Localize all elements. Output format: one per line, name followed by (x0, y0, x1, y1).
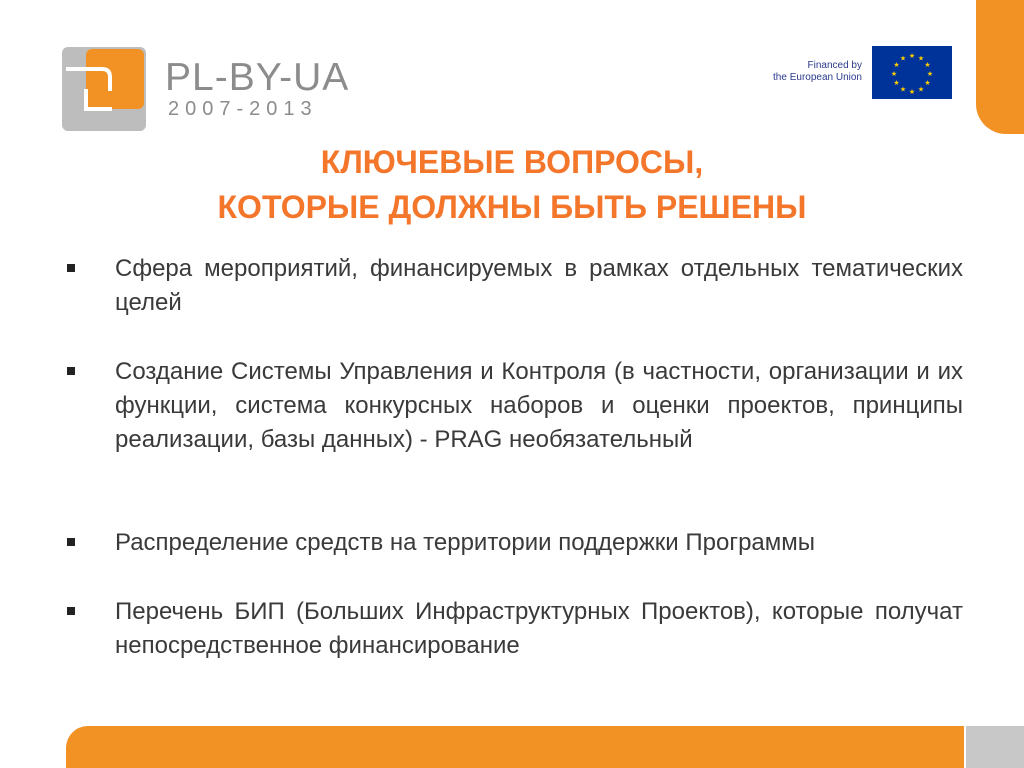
svg-text:★: ★ (899, 85, 907, 94)
logo-icon (62, 47, 146, 131)
bullet-item-4: Перечень БИП (Больших Инфраструктурных Проектов), которые получат непосредственное финансирование (115, 598, 963, 659)
corner-decoration (976, 0, 1024, 134)
eu-funding-line1: Financed by (807, 60, 862, 71)
logo-years: 2007-2013 (168, 98, 318, 120)
svg-text:★: ★ (890, 70, 898, 78)
bottom-corner-decoration (966, 726, 1024, 768)
svg-text:★: ★ (926, 70, 934, 78)
svg-text:★: ★ (893, 79, 900, 87)
slide-title-line-2: КОТОРЫЕ ДОЛЖНЫ БЫТЬ РЕШЕНЫ (217, 189, 807, 225)
bullet-item-3: Распределение средств на территории поддержки Программы (115, 529, 816, 556)
bullet-marker-3 (67, 538, 75, 546)
svg-text:★: ★ (908, 88, 916, 96)
bullet-marker-4 (67, 607, 75, 615)
bullet-item-1: Сфера мероприятий, финансируемых в рамках отдельных тематических целей (115, 255, 963, 316)
bullet-marker-2 (67, 367, 75, 375)
svg-text:★: ★ (899, 54, 907, 63)
svg-text:★: ★ (917, 54, 925, 63)
svg-text:★: ★ (908, 52, 916, 60)
eu-flag-icon (872, 46, 952, 99)
svg-text:★: ★ (893, 61, 900, 69)
slide-title-line-1: КЛЮЧЕВЫЕ ВОПРОСЫ, (320, 144, 704, 180)
logo-title: PL-BY-UA (165, 56, 350, 99)
bullet-item-2: Создание Системы Управления и Контроля (в частности, организации и их функции, система конкурсных наборов и оценки проектов, принципы реализации, базы данных) - PRAG необязательный (115, 358, 963, 453)
svg-text:★: ★ (924, 61, 931, 69)
bullet-marker-1 (67, 264, 75, 272)
svg-text:★: ★ (924, 79, 931, 87)
svg-text:★: ★ (917, 85, 925, 94)
bottom-band-decoration (66, 726, 964, 768)
eu-funding-text (773, 60, 862, 84)
eu-funding-line2: the European Union (773, 72, 862, 83)
